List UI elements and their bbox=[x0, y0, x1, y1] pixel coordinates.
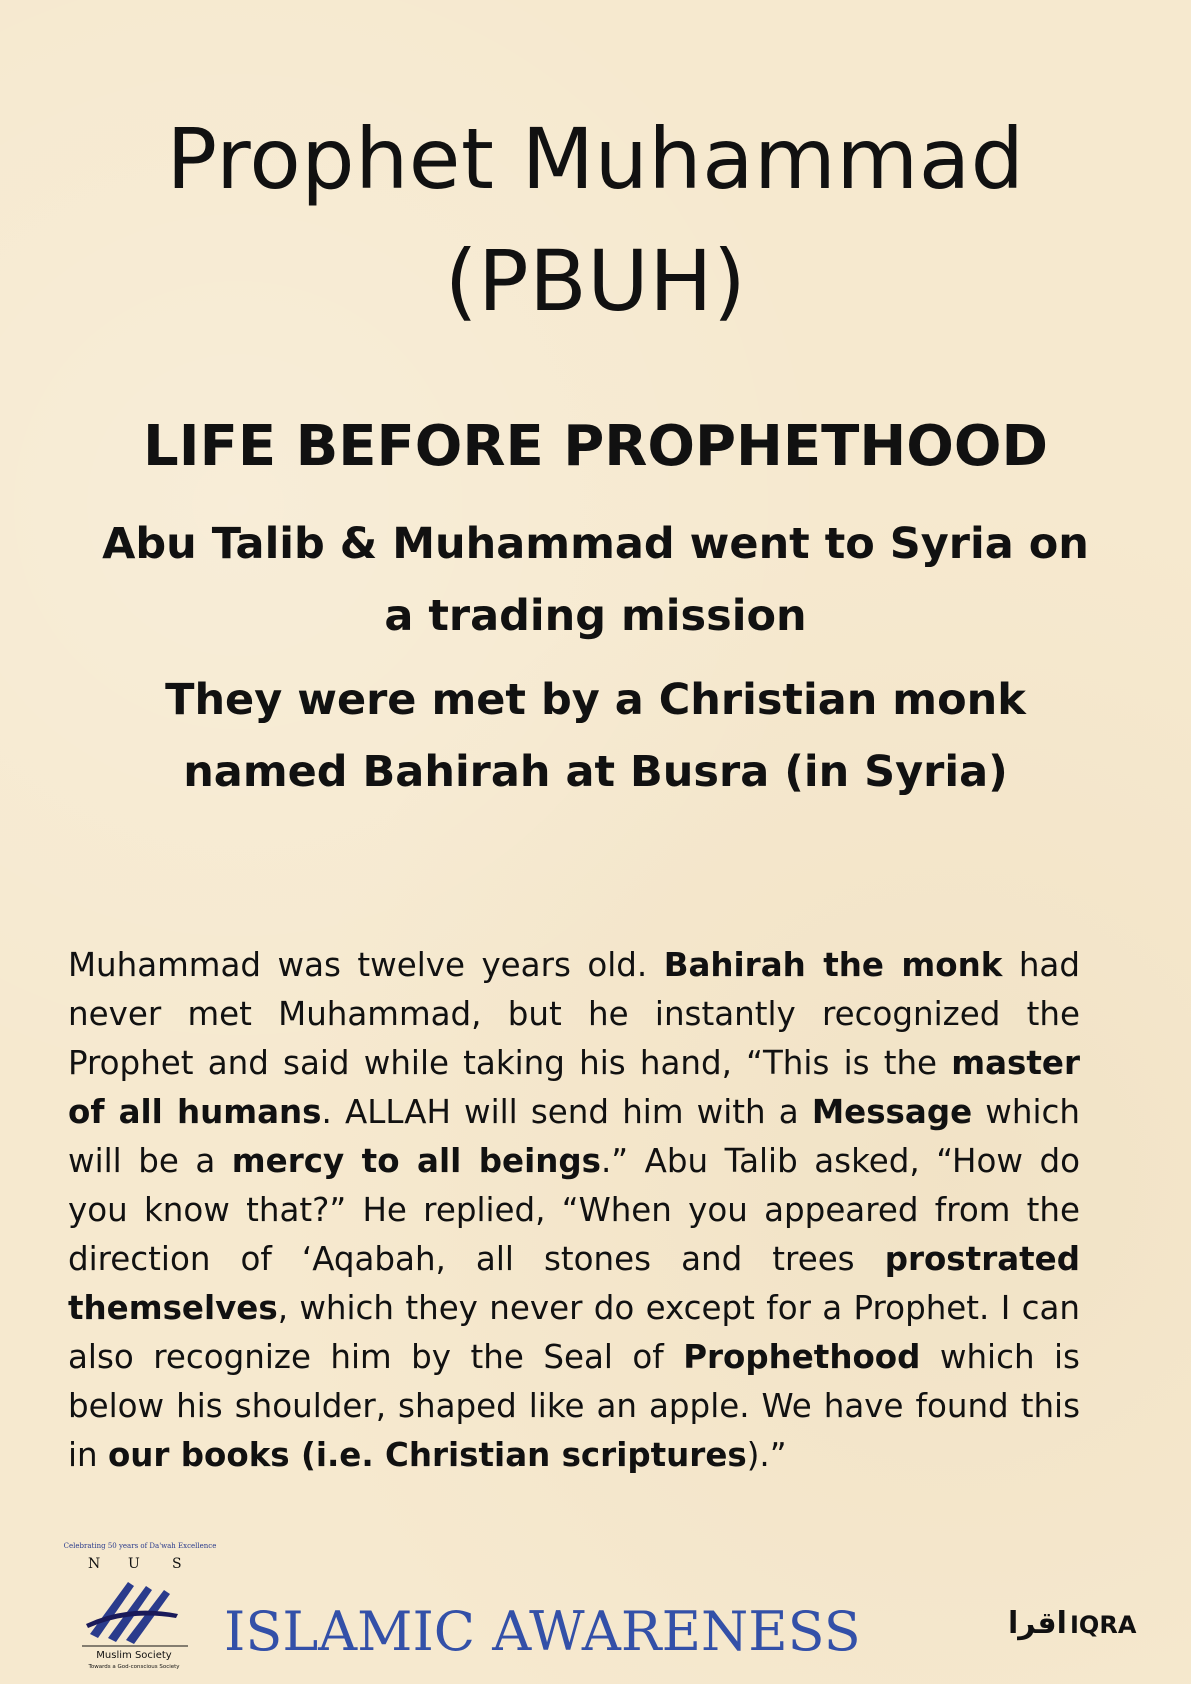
heading-trading-mission bbox=[60, 508, 1131, 652]
body-bold-run: mercy to all beings bbox=[231, 1141, 601, 1180]
body-text-run: . ALLAH will send him with a bbox=[321, 1092, 812, 1131]
body-bold-run: Bahirah the monk bbox=[663, 945, 1003, 984]
nus-letter-s: S bbox=[172, 1556, 182, 1572]
nus-logo-top-text: Celebrating 50 years of Da'wah Excellence bbox=[63, 1542, 217, 1550]
heading-line: a trading mission bbox=[384, 591, 807, 641]
body-text-run: .” Abu Talib asked, “How do you know that?” He replied, “When you appeared from the direction of ‘Aqabah, all stones and trees bbox=[68, 1141, 1080, 1278]
nus-logo-name: Muslim Society bbox=[96, 1650, 172, 1661]
body-text-run: which will be a bbox=[68, 1092, 1080, 1180]
heading-line: They were met by a Christian monk bbox=[165, 675, 1026, 725]
iqra-logo bbox=[1006, 1595, 1137, 1645]
nus-swoosh-icon bbox=[86, 1582, 178, 1644]
body-bold-run: our books (i.e. Christian scriptures bbox=[107, 1435, 747, 1474]
body-bold-run: master of all humans bbox=[68, 1043, 1080, 1131]
body-bold-run: Message bbox=[811, 1092, 973, 1131]
body-text-run: had never met Muhammad, but he instantly recognized the Prophet and said while taking his hand, “This is the bbox=[68, 945, 1080, 1082]
nus-letter-n: N bbox=[88, 1556, 101, 1572]
body-text-run: , which they never do except for a Prophet. I can also recognize him by the Seal of bbox=[68, 1288, 1080, 1376]
heading-line: named Bahirah at Busra (in Syria) bbox=[183, 747, 1008, 797]
nus-letter-u: U bbox=[128, 1556, 140, 1572]
body-bold-run: prostrated themselves bbox=[68, 1239, 1080, 1327]
footer bbox=[0, 1520, 1191, 1670]
title-line-1: Prophet Muhammad bbox=[166, 110, 1025, 208]
nus-muslim-society-logo bbox=[63, 1534, 217, 1674]
page-title bbox=[0, 98, 1191, 342]
body-paragraph bbox=[68, 941, 1080, 1480]
body-text-run: which is below his shoulder, shaped like an apple. We have found this in bbox=[68, 1337, 1080, 1474]
nus-logo-tagline: Towards a God-conscious Society bbox=[88, 1664, 180, 1670]
heading-line: Abu Talib & Muhammad went to Syria on bbox=[102, 519, 1089, 569]
islamic-awareness-wordmark: ISLAMIC AWARENESS bbox=[224, 1600, 861, 1663]
body-text-run: Muhammad was twelve years old. bbox=[68, 945, 664, 984]
iqra-latin-text: IQRA bbox=[1070, 1611, 1137, 1639]
heading-monk-meeting bbox=[60, 664, 1131, 808]
title-line-2: (PBUH) bbox=[444, 232, 747, 330]
iqra-arabic-text: اقرا bbox=[1008, 1606, 1067, 1641]
section-subtitle: LIFE BEFORE PROPHETHOOD bbox=[143, 414, 1048, 479]
body-bold-run: Prophethood bbox=[683, 1337, 921, 1376]
body-text-run: ).” bbox=[746, 1435, 787, 1474]
